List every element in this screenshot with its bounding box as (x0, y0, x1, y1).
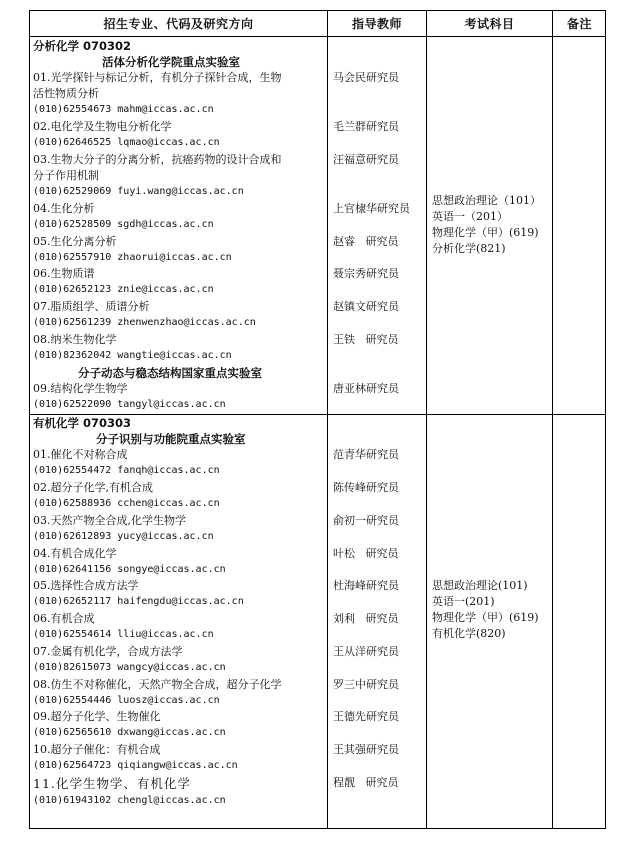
header-divider (29, 36, 606, 37)
direction-contact: (010)62588936 cchen@iccas.ac.cn (33, 498, 220, 509)
advisor-name: 刘利 研究员 (333, 612, 399, 625)
direction-contact: (010)62522090 tangyl@iccas.ac.cn (33, 399, 226, 410)
direction-label: 01.催化不对称合成 (33, 448, 128, 461)
direction-contact: (010)62646525 lqmao@iccas.ac.cn (33, 137, 220, 148)
direction-contact: (010)62554446 luosz@iccas.ac.cn (33, 695, 220, 706)
section-title: 分析化学 070302 (33, 39, 132, 53)
direction-label: 02.超分子化学,有机合成 (33, 481, 153, 494)
exam-subject: 英语一(201) (432, 595, 495, 608)
header-major: 招生专业、代码及研究方向 (103, 16, 254, 31)
direction-label: 05.生化分离分析 (33, 235, 117, 248)
direction-contact: (010)62554472 fanqh@iccas.ac.cn (33, 465, 220, 476)
direction-contact: (010)62529069 fuyi.wang@iccas.ac.cn (33, 186, 244, 197)
advisor-name: 王德先研究员 (333, 710, 399, 723)
direction-contact: (010)61943102 chengl@iccas.ac.cn (33, 795, 226, 806)
advisor-name: 王从洋研究员 (333, 645, 399, 658)
direction-label: 02.电化学及生物电分析化学 (33, 120, 172, 133)
advisor-name: 王其强研究员 (333, 743, 399, 756)
advisor-name: 赵镇文研究员 (333, 300, 399, 313)
direction-contact: (010)62564723 qiqiangw@iccas.ac.cn (33, 760, 238, 771)
direction-contact: (010)82615073 wangcy@iccas.ac.cn (33, 662, 226, 673)
direction-label: 04.生化分析 (33, 202, 95, 215)
advisor-name: 唐亚林研究员 (333, 382, 399, 395)
advisor-name: 汪福意研究员 (333, 153, 399, 166)
advisor-name: 杜海峰研究员 (333, 579, 399, 592)
direction-contact: (010)62565610 dxwang@iccas.ac.cn (33, 727, 226, 738)
direction-label: 03.生物大分子的分离分析，抗癌药物的设计合成和 (33, 153, 282, 166)
exam-subject: 有机化学(820) (432, 627, 506, 640)
advisor-name: 范青华研究员 (333, 448, 399, 461)
column-divider (327, 10, 328, 829)
direction-label: 11.化学生物学、有机化学 (33, 776, 191, 791)
direction-contact: (010)62528509 sgdh@iccas.ac.cn (33, 219, 214, 230)
direction-label: 09.超分子化学、生物催化 (33, 710, 161, 723)
header-notes: 备注 (566, 16, 592, 31)
exam-subject: 物理化学（甲）(619) (432, 226, 539, 239)
advisor-name: 马会民研究员 (333, 71, 399, 84)
advisor-name: 王铁 研究员 (333, 333, 399, 346)
advisor-name: 程靓 研究员 (333, 776, 399, 789)
advisor-name: 毛兰群研究员 (333, 120, 399, 133)
direction-label: 05.选择性合成方法学 (33, 579, 139, 592)
direction-label: 分子作用机制 (33, 169, 99, 182)
advisor-name: 赵睿 研究员 (333, 235, 399, 248)
direction-contact: (010)62652117 haifengdu@iccas.ac.cn (33, 596, 244, 607)
direction-label: 01.光学探针与标记分析，有机分子探针合成，生物 (33, 71, 282, 84)
advisor-name: 陈传峰研究员 (333, 481, 399, 494)
direction-label: 08.纳米生物化学 (33, 333, 117, 346)
exam-subject: 思想政治理论（101） (432, 194, 541, 207)
header-advisor: 指导教师 (351, 16, 402, 31)
direction-contact: (010)62561239 zhenwenzhao@iccas.ac.cn (33, 317, 256, 328)
column-divider (552, 10, 553, 829)
exam-subject: 物理化学（甲）(619) (432, 611, 539, 624)
direction-contact: (010)62554673 mahm@iccas.ac.cn (33, 104, 214, 115)
exam-subject: 思想政治理论(101) (432, 579, 528, 592)
exam-subject: 英语一（201） (432, 210, 508, 223)
direction-contact: (010)82362042 wangtie@iccas.ac.cn (33, 350, 232, 361)
header-exam: 考试科目 (464, 16, 515, 31)
advisor-name: 俞初一研究员 (333, 514, 399, 527)
lab-name: 分子动态与稳态结构国家重点实验室 (78, 366, 262, 380)
direction-label: 10.超分子催化：有机合成 (33, 743, 161, 756)
section-title: 有机化学 070303 (33, 416, 132, 430)
direction-label: 09.结构化学生物学 (33, 382, 128, 395)
direction-label: 06.有机合成 (33, 612, 95, 625)
advisor-name: 聂宗秀研究员 (333, 267, 399, 280)
direction-label: 08.仿生不对称催化，天然产物全合成，超分子化学 (33, 678, 282, 691)
exam-subjects (432, 193, 541, 257)
direction-contact: (010)62612893 yucy@iccas.ac.cn (33, 531, 214, 542)
direction-label: 07.脂质组学、质谱分析 (33, 300, 150, 313)
lab-name: 活体分析化学院重点实验室 (102, 55, 240, 69)
exam-subjects (432, 578, 539, 642)
exam-subject: 分析化学(821) (432, 242, 506, 255)
direction-label: 04.有机合成化学 (33, 547, 117, 560)
direction-contact: (010)62652123 znie@iccas.ac.cn (33, 284, 214, 295)
direction-label: 03.天然产物全合成,化学生物学 (33, 514, 186, 527)
direction-label: 07.金属有机化学，合成方法学 (33, 645, 183, 658)
advisor-name: 叶松 研究员 (333, 547, 399, 560)
direction-label: 活性物质分析 (33, 87, 99, 100)
column-divider (426, 10, 427, 829)
direction-contact: (010)62641156 songye@iccas.ac.cn (33, 564, 226, 575)
direction-contact: (010)62557910 zhaorui@iccas.ac.cn (33, 252, 232, 263)
direction-contact: (010)62554614 lliu@iccas.ac.cn (33, 629, 214, 640)
direction-label: 06.生物质谱 (33, 267, 95, 280)
advisor-name: 上官棣华研究员 (333, 202, 410, 215)
lab-name: 分子识别与功能院重点实验室 (96, 432, 246, 446)
advisor-name: 罗三中研究员 (333, 678, 399, 691)
